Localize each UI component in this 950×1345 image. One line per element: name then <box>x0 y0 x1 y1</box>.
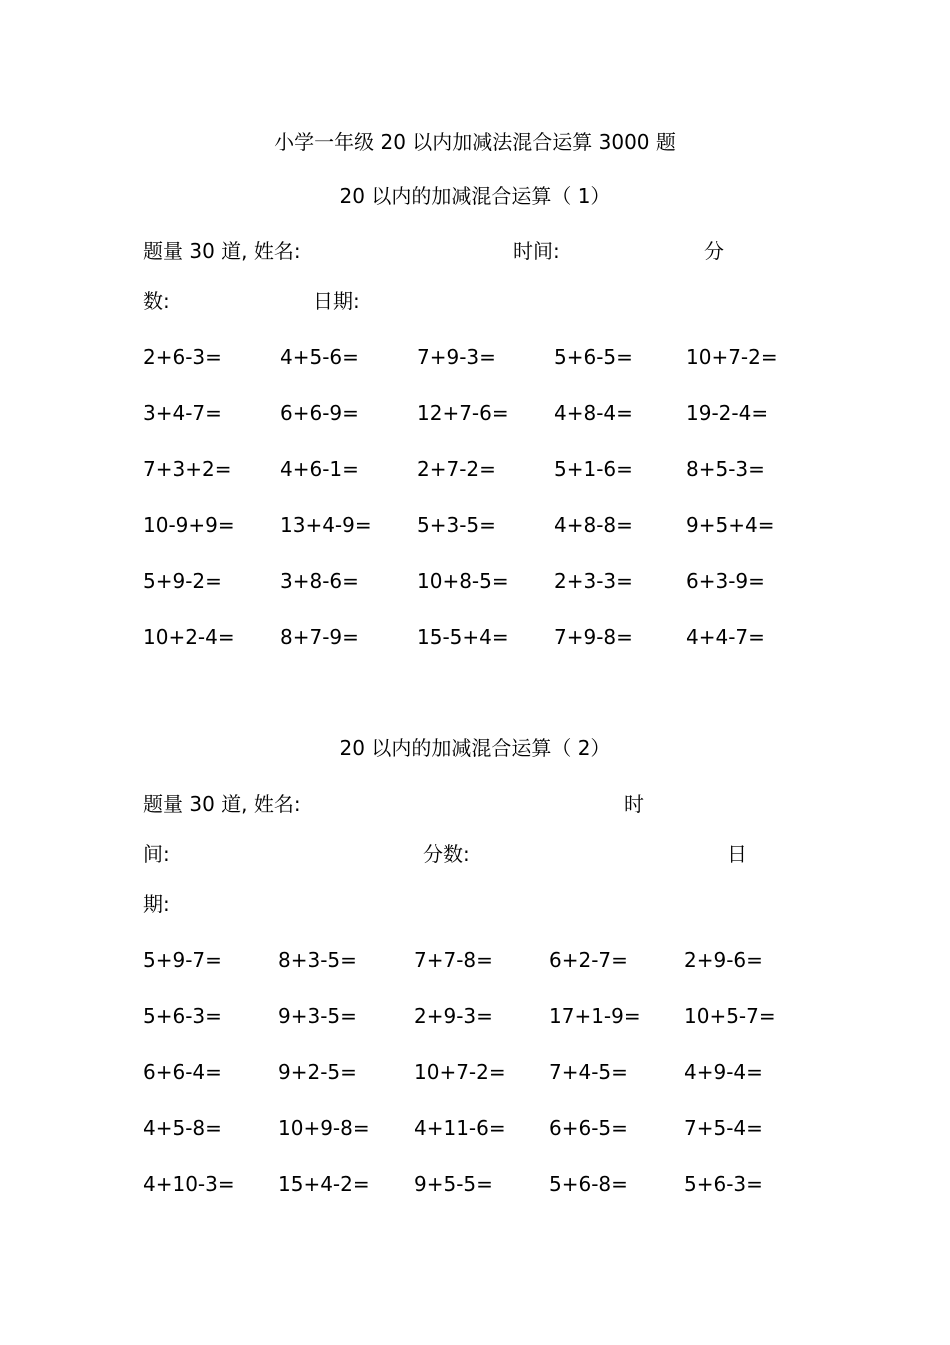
math-problem: 8+5-3= <box>686 457 765 481</box>
math-problem: 10-9+9= <box>143 513 235 537</box>
section-heading: 20 以内的加减混合运算（ 1） <box>339 184 611 208</box>
problem-row <box>0 1172 950 1196</box>
math-problem: 6+6-5= <box>549 1116 628 1140</box>
math-problem: 10+5-7= <box>684 1004 776 1028</box>
problem-row <box>0 457 950 481</box>
problem-row <box>0 1060 950 1084</box>
math-problem: 5+6-8= <box>549 1172 628 1196</box>
math-problem: 5+9-7= <box>143 948 222 972</box>
math-problem: 9+3-5= <box>278 1004 357 1028</box>
problem-row <box>0 625 950 649</box>
math-problem: 10+7-2= <box>686 345 778 369</box>
math-problem: 2+7-2= <box>417 457 496 481</box>
math-problem: 2+9-3= <box>414 1004 493 1028</box>
date-label-part2: 期: <box>143 892 170 916</box>
math-problem: 5+6-5= <box>554 345 633 369</box>
math-problem: 6+6-4= <box>143 1060 222 1084</box>
math-problem: 10+7-2= <box>414 1060 506 1084</box>
math-problem: 4+4-7= <box>686 625 765 649</box>
document-title: 小学一年级 20 以内加减法混合运算 3000 题 <box>274 130 676 154</box>
math-problem: 19-2-4= <box>686 401 769 425</box>
math-problem: 7+3+2= <box>143 457 232 481</box>
date-label: 日期: <box>313 289 360 313</box>
time-label-part1: 时 <box>624 792 644 816</box>
math-problem: 4+9-4= <box>684 1060 763 1084</box>
problem-row <box>0 569 950 593</box>
math-problem: 4+8-4= <box>554 401 633 425</box>
math-problem: 15-5+4= <box>417 625 509 649</box>
count-name-label: 题量 30 道, 姓名: <box>143 239 301 263</box>
math-problem: 12+7-6= <box>417 401 509 425</box>
time-label: 时间: <box>513 239 560 263</box>
section-heading: 20 以内的加减混合运算（ 2） <box>339 736 611 760</box>
math-problem: 7+5-4= <box>684 1116 763 1140</box>
math-problem: 2+6-3= <box>143 345 222 369</box>
math-problem: 8+7-9= <box>280 625 359 649</box>
math-problem: 2+9-6= <box>684 948 763 972</box>
problem-row <box>0 1116 950 1140</box>
math-problem: 4+6-1= <box>280 457 359 481</box>
math-problem: 15+4-2= <box>278 1172 370 1196</box>
math-problem: 6+3-9= <box>686 569 765 593</box>
math-problem: 4+5-6= <box>280 345 359 369</box>
math-problem: 3+4-7= <box>143 401 222 425</box>
problem-row <box>0 345 950 369</box>
math-problem: 13+4-9= <box>280 513 372 537</box>
score-label-part1: 分 <box>704 239 724 263</box>
count-name-label: 题量 30 道, 姓名: <box>143 792 301 816</box>
math-problem: 7+9-3= <box>417 345 496 369</box>
problem-row <box>0 401 950 425</box>
problem-row <box>0 948 950 972</box>
math-problem: 5+1-6= <box>554 457 633 481</box>
math-problem: 9+5+4= <box>686 513 775 537</box>
problem-row <box>0 1004 950 1028</box>
math-problem: 4+11-6= <box>414 1116 506 1140</box>
math-problem: 9+2-5= <box>278 1060 357 1084</box>
math-problem: 2+3-3= <box>554 569 633 593</box>
score-label-part2: 数: <box>143 289 170 313</box>
math-problem: 17+1-9= <box>549 1004 641 1028</box>
math-problem: 5+3-5= <box>417 513 496 537</box>
math-problem: 10+2-4= <box>143 625 235 649</box>
math-problem: 4+8-8= <box>554 513 633 537</box>
time-label-part2: 间: <box>143 842 170 866</box>
score-label: 分数: <box>423 842 470 866</box>
math-problem: 10+8-5= <box>417 569 509 593</box>
math-problem: 9+5-5= <box>414 1172 493 1196</box>
math-problem: 5+6-3= <box>143 1004 222 1028</box>
date-label-part1: 日 <box>727 842 747 866</box>
math-problem: 4+5-8= <box>143 1116 222 1140</box>
math-problem: 3+8-6= <box>280 569 359 593</box>
math-problem: 7+4-5= <box>549 1060 628 1084</box>
math-problem: 6+6-9= <box>280 401 359 425</box>
math-problem: 5+9-2= <box>143 569 222 593</box>
math-problem: 8+3-5= <box>278 948 357 972</box>
math-problem: 7+7-8= <box>414 948 493 972</box>
math-problem: 10+9-8= <box>278 1116 370 1140</box>
math-problem: 4+10-3= <box>143 1172 235 1196</box>
math-problem: 7+9-8= <box>554 625 633 649</box>
math-problem: 5+6-3= <box>684 1172 763 1196</box>
problem-row <box>0 513 950 537</box>
math-problem: 6+2-7= <box>549 948 628 972</box>
